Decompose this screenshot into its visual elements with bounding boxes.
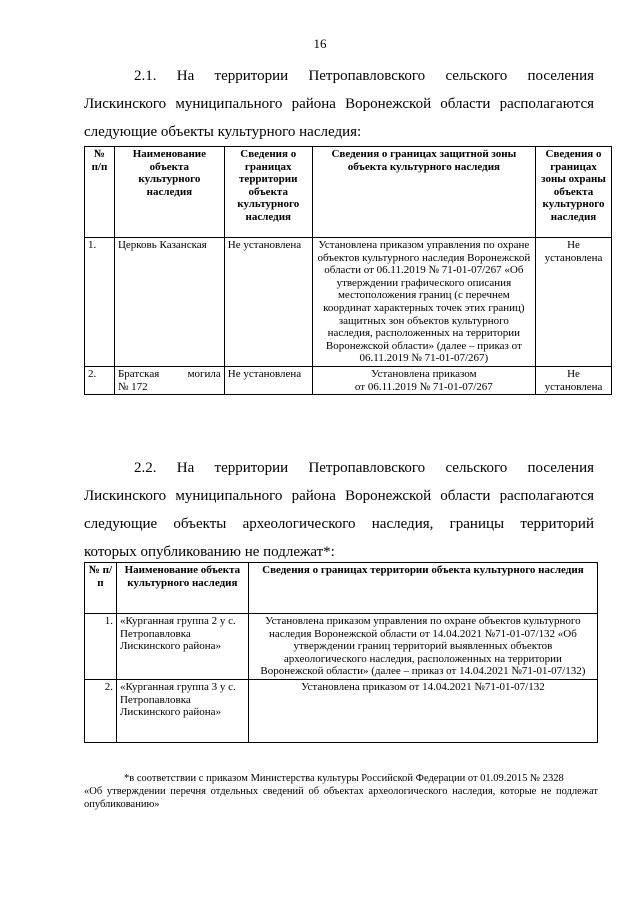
section-2-1-line-3: следующие объекты культурного наследия: (84, 124, 362, 140)
section-2-2-line-3: следующие объекты археологического наследия, границы территорий (84, 516, 594, 532)
row-num: 2. (85, 366, 115, 394)
row-territory: Установлена приказом управления по охране объектов культурного наследия Воронежской области от 14.04.2021 №71-01-07/132 «Об утверждении границ территорий выявленных объектов археологического наследия, расположенных на территории Воронежской области» (далее – приказ от 14.04.2021 №71-01-07/132) (248, 614, 597, 680)
row-security-zone: Не установлена (536, 238, 612, 367)
row-name: Церковь Казанская (114, 238, 224, 367)
table-header-row (85, 147, 612, 238)
footnote (84, 772, 598, 811)
row-name (114, 366, 224, 394)
row-name-line-1 (118, 368, 221, 381)
header-security-zone: Сведения о границах зоны охраны объекта культурного наследия (536, 147, 612, 238)
row-name-part-2: могила (187, 367, 221, 380)
table-row (85, 614, 598, 680)
footnote-line-1: *в соответствии с приказом Министерства культуры Российской Федерации от 01.09.2015 № 2328 (124, 773, 564, 784)
section-2-2-line-2: Лискинского муниципального района Воронежской области располагаются (84, 488, 594, 504)
row-security-zone: Не установлена (536, 366, 612, 394)
row-name-part-1: Братская (117, 367, 160, 380)
header-territory: Сведения о границах территории объекта культурного наследия (224, 147, 312, 238)
header-territory: Сведения о границах территории объекта культурного наследия (248, 563, 597, 614)
section-2-2-paragraph (84, 454, 594, 566)
header-num: № п/п (85, 563, 117, 614)
row-protective-zone-line-2: от 06.11.2019 № 71-01-07/267 (354, 380, 493, 393)
footnote-rest: «Об утверждении перечня отдельных сведений об объектах археологического наследия, которые не подлежат опубликованию» (84, 786, 598, 810)
row-protective-zone (312, 366, 535, 394)
row-protective-zone: Установлена приказом управления по охране объектов культурного наследия Воронежской области от 06.11.2019 № 71-01-07/267 «Об утверждении графического описания местоположения границ (с перечнем координат характерных точек этих границ) защитных зон объектов культурного наследия, расположенных на территории Воронежской области» (далее – приказ от 06.11.2019 № 71-01-07/267) (312, 238, 535, 367)
row-territory: Не установлена (224, 238, 312, 367)
table-row (85, 679, 598, 742)
header-name: Наименование объекта культурного наследия (114, 147, 224, 238)
section-2-2-line-4: которых опубликованию не подлежат*: (84, 544, 335, 560)
header-num: № п/п (85, 147, 115, 238)
table-row (85, 238, 612, 367)
row-num: 1. (85, 614, 117, 680)
section-2-1-line-1: 2.1. На территории Петропавловского сельского поселения (134, 68, 594, 84)
row-territory: Установлена приказом от 14.04.2021 №71-01-07/132 (248, 679, 597, 742)
cultural-heritage-table (84, 146, 612, 395)
row-num: 2. (85, 679, 117, 742)
header-protective-zone: Сведения о границах защитной зоны объекта культурного наследия (312, 147, 535, 238)
header-name: Наименование объекта культурного наследия (116, 563, 248, 614)
row-name-part-3: № 172 (117, 380, 148, 393)
row-num: 1. (85, 238, 115, 367)
section-2-1-line-2: Лискинского муниципального района Воронежской области располагаются (84, 96, 594, 112)
archaeological-heritage-table (84, 562, 598, 743)
row-name: «Курганная группа 3 у с. Петропавловка Лискинского района» (116, 679, 248, 742)
row-name: «Курганная группа 2 у с. Петропавловка Лискинского района» (116, 614, 248, 680)
table-row (85, 366, 612, 394)
table-header-row (85, 563, 598, 614)
section-2-1-paragraph (84, 62, 594, 146)
row-territory: Не установлена (224, 366, 312, 394)
row-protective-zone-line-1: Установлена приказом (371, 367, 477, 380)
page-number: 16 (313, 36, 327, 51)
section-2-2-line-1: 2.2. На территории Петропавловского сельского поселения (134, 460, 594, 476)
